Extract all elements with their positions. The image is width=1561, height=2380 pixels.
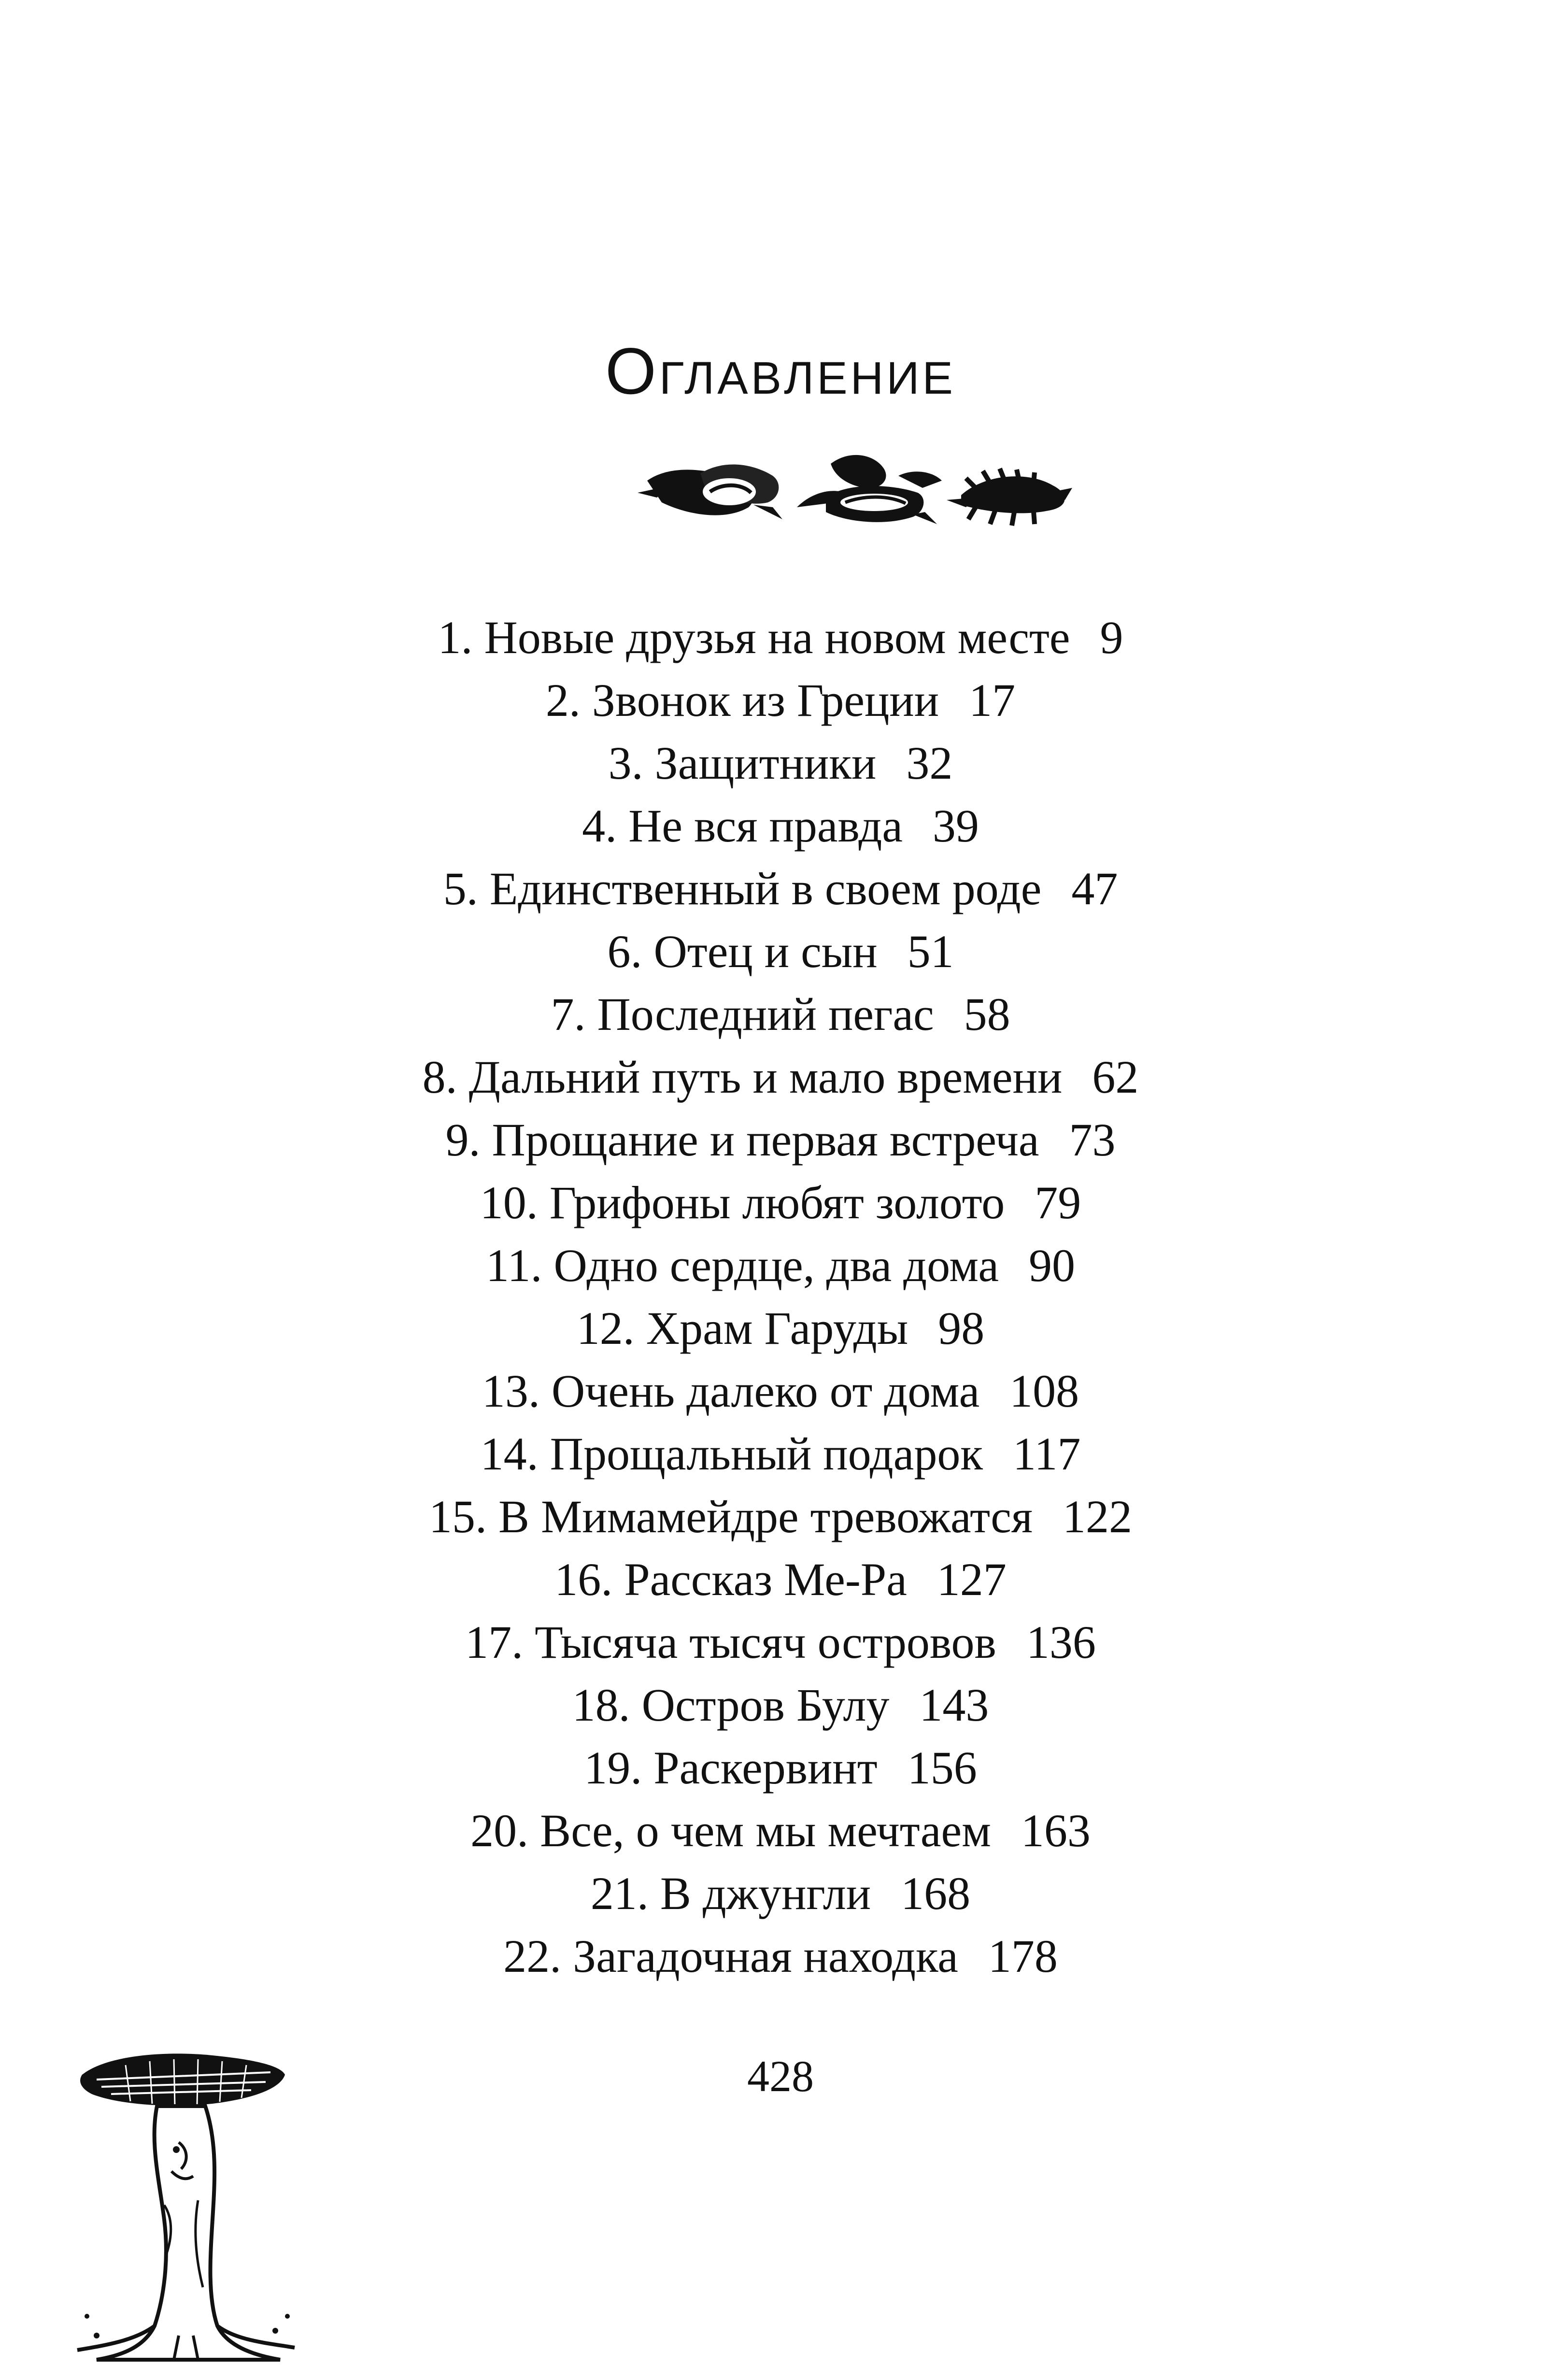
toc-entry-title: 6. Отец и сын bbox=[607, 926, 878, 977]
toc-entry bbox=[0, 1423, 1561, 1485]
toc-entry-page: 168 bbox=[901, 1867, 971, 1919]
toc-entry bbox=[0, 1360, 1561, 1423]
toc-entry-title: 8. Дальний путь и мало времени bbox=[422, 1051, 1063, 1103]
toc-entry-title: 13. Очень далеко от дома bbox=[482, 1365, 980, 1417]
toc-entry-title: 17. Тысяча тысяч островов bbox=[465, 1616, 996, 1668]
toc-entry bbox=[0, 606, 1561, 669]
toc-entry-page: 163 bbox=[1021, 1805, 1091, 1856]
toc-entry bbox=[0, 920, 1561, 983]
toc-entry-title: 5. Единственный в своем роде bbox=[443, 863, 1042, 914]
toc-entry-page: 17 bbox=[969, 674, 1016, 726]
toc-entry-title: 1. Новые друзья на новом месте bbox=[438, 612, 1070, 663]
toc-entry bbox=[0, 1046, 1561, 1109]
toc-entry bbox=[0, 1548, 1561, 1611]
toc-entry-title: 15. В Мимамейдре тревожатся bbox=[428, 1491, 1033, 1542]
toc-entry-page: 73 bbox=[1069, 1114, 1116, 1166]
toc-entry-title: 18. Остров Булу bbox=[572, 1679, 890, 1731]
toc-entry-page: 136 bbox=[1026, 1616, 1096, 1668]
toc-entry bbox=[0, 1799, 1561, 1862]
toc-entry-title: 16. Рассказ Ме-Ра bbox=[554, 1553, 907, 1605]
toc-entry-page: 127 bbox=[937, 1553, 1007, 1605]
table-of-contents bbox=[0, 606, 1561, 1988]
toc-entry-page: 58 bbox=[964, 988, 1010, 1040]
toc-entry-title: 14. Прощальный подарок bbox=[480, 1428, 983, 1480]
page-title: Оглавление bbox=[605, 334, 956, 408]
toc-entry-page: 79 bbox=[1035, 1177, 1081, 1228]
toc-entry-page: 47 bbox=[1071, 863, 1118, 914]
toc-entry bbox=[0, 857, 1561, 920]
toc-entry bbox=[0, 983, 1561, 1046]
toc-entry-title: 11. Одно сердце, два дома bbox=[486, 1240, 999, 1291]
toc-entry-page: 178 bbox=[988, 1930, 1058, 1982]
toc-entry-title: 9. Прощание и первая встреча bbox=[445, 1114, 1039, 1166]
toc-entry-title: 4. Не вся правда bbox=[582, 800, 903, 852]
tree-icon bbox=[68, 2046, 299, 2374]
toc-entry-page: 156 bbox=[907, 1742, 977, 1794]
toc-entry bbox=[0, 1674, 1561, 1737]
toc-entry-title: 22. Загадочная находка bbox=[503, 1930, 958, 1982]
toc-entry-title: 10. Грифоны любят золото bbox=[480, 1177, 1005, 1228]
toc-entry bbox=[0, 1862, 1561, 1925]
toc-entry-page: 122 bbox=[1063, 1491, 1132, 1542]
toc-entry bbox=[0, 1234, 1561, 1297]
toc-entry-title: 3. Защитники bbox=[608, 737, 877, 789]
toc-entry-title: 12. Храм Гаруды bbox=[576, 1302, 908, 1354]
toc-entry bbox=[0, 1485, 1561, 1548]
ornament-icon bbox=[628, 435, 1082, 541]
toc-entry-page: 90 bbox=[1028, 1240, 1075, 1291]
toc-entry bbox=[0, 1925, 1561, 1988]
toc-entry-page: 9 bbox=[1100, 612, 1123, 663]
toc-entry-page: 62 bbox=[1092, 1051, 1139, 1103]
toc-entry bbox=[0, 1611, 1561, 1674]
toc-entry-page: 51 bbox=[907, 926, 954, 977]
toc-entry-page: 39 bbox=[932, 800, 979, 852]
toc-entry-title: 20. Все, о чем мы мечтаем bbox=[470, 1805, 991, 1856]
toc-entry bbox=[0, 1171, 1561, 1234]
toc-entry bbox=[0, 669, 1561, 732]
toc-entry bbox=[0, 1297, 1561, 1360]
toc-entry bbox=[0, 795, 1561, 857]
toc-entry-title: 2. Звонок из Греции bbox=[545, 674, 939, 726]
toc-entry bbox=[0, 1737, 1561, 1799]
toc-entry-title: 7. Последний пегас bbox=[551, 988, 934, 1040]
page-number: 428 bbox=[747, 2052, 814, 2101]
toc-entry-page: 98 bbox=[938, 1302, 985, 1354]
toc-entry bbox=[0, 1109, 1561, 1171]
toc-entry-title: 21. В джунгли bbox=[590, 1867, 871, 1919]
toc-entry-page: 117 bbox=[1012, 1428, 1081, 1480]
toc-entry-page: 108 bbox=[1009, 1365, 1079, 1417]
toc-entry-page: 32 bbox=[906, 737, 953, 789]
toc-entry-page: 143 bbox=[919, 1679, 989, 1731]
toc-entry-title: 19. Раскервинт bbox=[584, 1742, 878, 1794]
toc-entry bbox=[0, 732, 1561, 795]
